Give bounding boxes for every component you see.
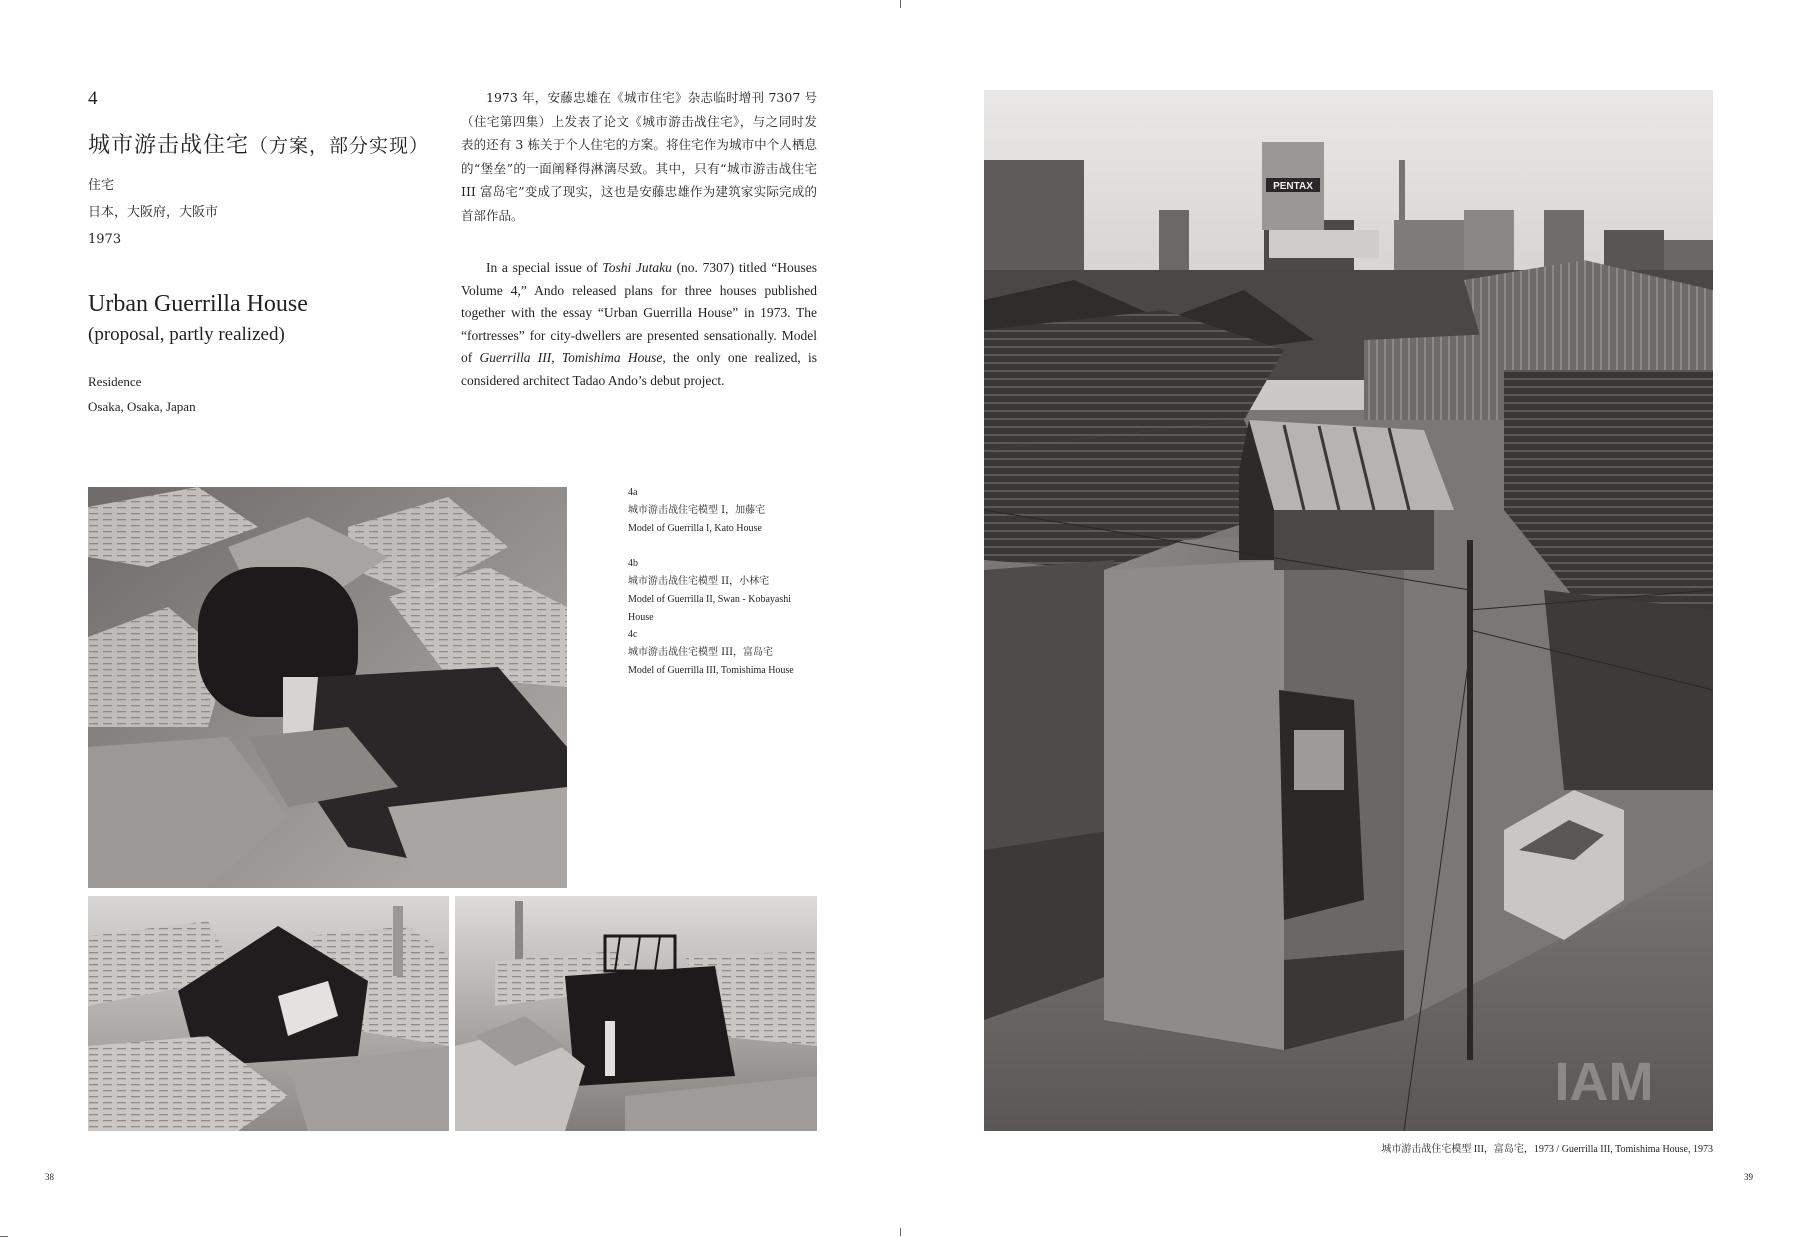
photo-model-guerrilla-i [88, 487, 567, 888]
caption-id: 4a [628, 487, 638, 498]
photo-caption: 城市游击战住宅模型 III，富岛宅，1973 / Guerrilla III, Tomishima House, 1973 [1381, 1144, 1713, 1155]
photo-tomishima-house [984, 90, 1713, 1131]
title-en-block [88, 288, 308, 350]
year: 1973 [88, 232, 122, 247]
model-scene-4a [88, 487, 567, 888]
title-en: Urban Guerrilla House [88, 291, 308, 317]
caption-cn: 城市游击战住宅模型 I，加藤宅 [628, 505, 766, 516]
caption-id: 4c [628, 629, 638, 640]
caption-cn: 城市游击战住宅模型 II，小林宅 [628, 576, 770, 587]
caption-4a [628, 484, 818, 538]
pentax-sign-text: PENTAX [1273, 181, 1313, 192]
caption-en: Model of Guerrilla III, Tomishima House [628, 665, 794, 676]
glass-roof [1249, 420, 1454, 510]
title-cn-main: 城市游击战住宅 [88, 133, 250, 158]
body-en-italic-2: Guerrilla III, Tomishima House [479, 350, 663, 365]
body-text-column [461, 86, 817, 392]
meta-cn [88, 172, 218, 253]
type-en: Residence [88, 374, 142, 389]
title-cn [88, 128, 429, 159]
body-en-part-3: , the only one realized, is considered architect Tadao Ando’s debut project. [461, 350, 817, 388]
meta-en [88, 369, 196, 419]
project-number: 4 [88, 88, 98, 109]
page-number-left: 38 [45, 1172, 54, 1182]
body-text-cn: 1973 年，安藤忠雄在《城市住宅》杂志临时增刊 7307 号（住宅第四集）上发表了论文《城市游击战住宅》，与之同时发表的还有 3 栋关于个人住宅的方案。将住宅作为城市中个人栖息的“堡垒”的一面阐释得淋漓尽致。其中，只有“城市游击战住宅 III 富岛宅”变成了现实，这也是安藤忠雄作为建筑家实际完成的首部作品。 [461, 90, 817, 223]
caption-cn: 城市游击战住宅模型 III，富岛宅 [628, 647, 774, 658]
crop-mark-bottom [900, 1228, 901, 1236]
type-cn: 住宅 [88, 178, 115, 193]
body-en-italic-1: Toshi Jutaku [602, 260, 672, 275]
page-number-right: 39 [1744, 1172, 1753, 1182]
model-scene-4b [88, 896, 449, 1131]
caption-id: 4b [628, 558, 638, 569]
caption-en: Model of Guerrilla II, Swan - Kobayashi House [628, 594, 792, 623]
subtitle-en: (proposal, partly realized) [88, 324, 285, 345]
location-en: Osaka, Osaka, Japan [88, 399, 196, 414]
title-cn-sub: （方案，部分实现） [249, 135, 430, 157]
body-text-en [461, 257, 817, 392]
photo-model-guerrilla-iii [455, 896, 817, 1131]
tomishima-house-scene [984, 90, 1713, 1131]
caption-4b [628, 555, 818, 627]
photo-model-guerrilla-ii [88, 896, 449, 1131]
watermark-logo: IAM [1554, 1052, 1654, 1112]
body-en-part-1: In a special issue of [486, 260, 603, 275]
caption-en: Model of Guerrilla I, Kato House [628, 523, 762, 534]
location-cn: 日本，大阪府，大阪市 [88, 205, 219, 220]
model-scene-4c [455, 896, 817, 1131]
crop-mark-top [900, 0, 901, 8]
body-en-part-2: (no. 7307) titled “Houses Volume 4,” Ando released plans for three houses published together with the essay “Urban Guerrilla House” in 1973. The “fortresses” for city-dwellers are presented sensationally. Model of [461, 260, 817, 365]
caption-4c [628, 626, 818, 680]
utility-pole [1467, 540, 1473, 1060]
